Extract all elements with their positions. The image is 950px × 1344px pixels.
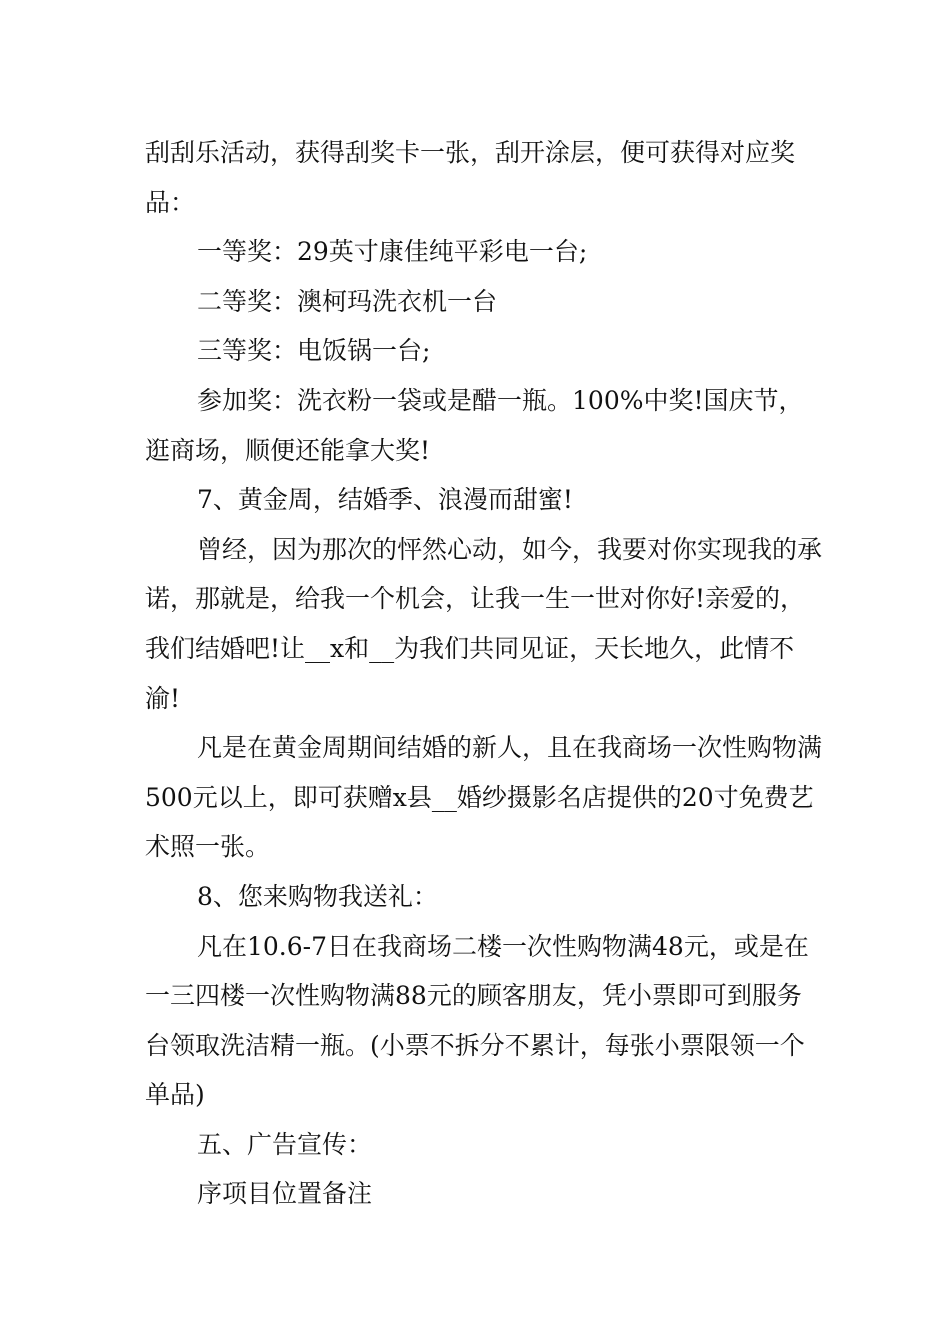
paragraph-scratch-card: 刮刮乐活动，获得刮奖卡一张，刮开涂层，便可获得对应奖品： <box>145 138 796 217</box>
paragraph-wedding-promise: 曾经，因为那次的怦然心动，如今，我要对你实现我的承诺，那就是，给我一个机会，让我一生一世对你好!亲爱的，我们结婚吧!让__x和__为我们共同见证，天长地久，此情不渝! <box>145 534 823 713</box>
paragraph-participation-prize: 参加奖：洗衣粉一袋或是醋一瓶。100%中奖!国庆节，逛商场，顺便还能拿大奖! <box>145 385 804 465</box>
paragraph-wedding-offer: 凡是在黄金周期间结婚的新人，且在我商场一次性购物满500元以上，即可获赠x县__婚纱摄影名店提供的20寸免费艺术照一张。 <box>145 733 823 862</box>
paragraph-second-prize: 二等奖：澳柯玛洗衣机一台 <box>197 286 498 316</box>
paragraph-third-prize: 三等奖：电饭锅一台; <box>197 336 431 366</box>
paragraph-gift-offer: 凡在10.6-7日在我商场二楼一次性购物满48元，或是在一三四楼一次性购物满88元的顾客朋友，凭小票即可到服务台领取洗洁精一瓶。(小票不拆分不累计，每张小票限领一个单品) <box>145 931 809 1110</box>
section-heading-advertising: 五、广告宣传： <box>197 1129 373 1159</box>
paragraph-first-prize: 一等奖：29英寸康佳纯平彩电一台; <box>197 237 588 267</box>
table-header-line: 序项目位置备注 <box>197 1179 373 1209</box>
section-heading-7: 7、黄金周，结婚季、浪漫而甜蜜! <box>197 485 573 515</box>
document-body <box>145 128 825 1219</box>
section-heading-8: 8、您来购物我送礼： <box>197 881 438 911</box>
